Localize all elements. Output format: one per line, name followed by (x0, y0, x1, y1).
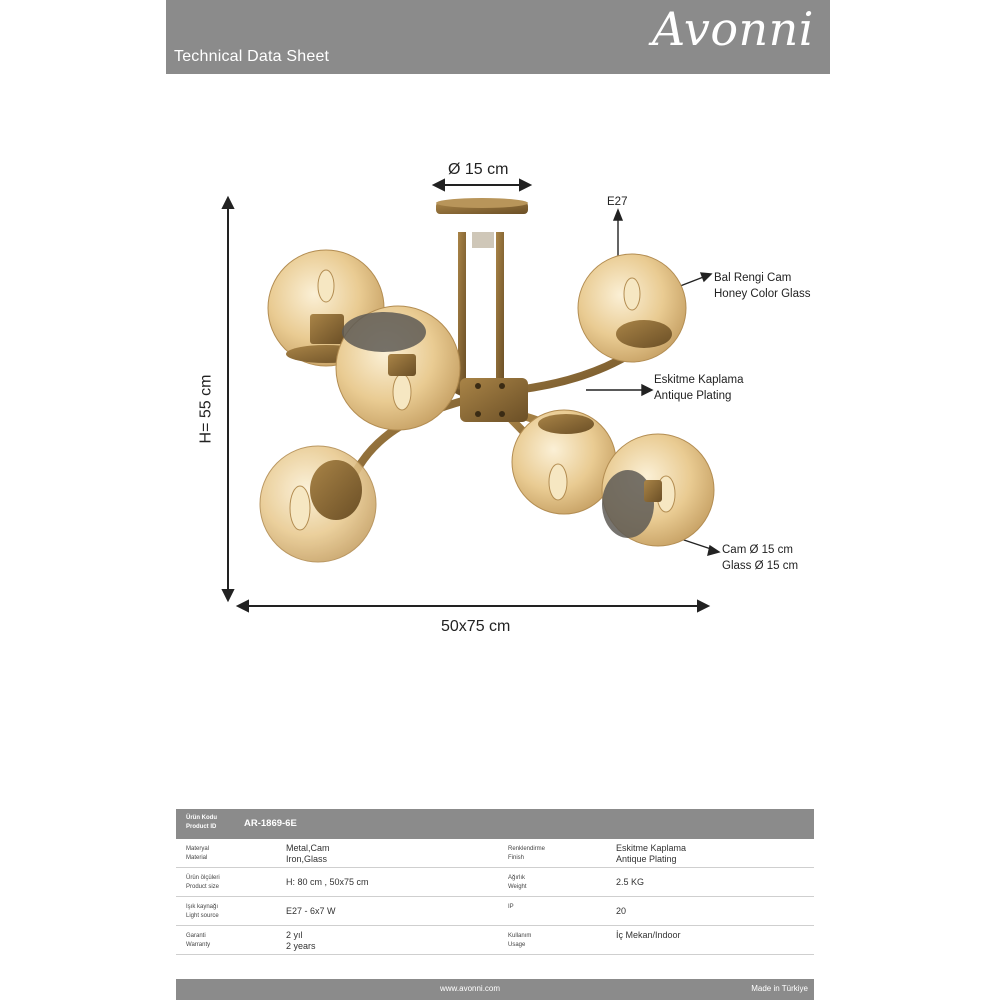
spec-table-header (176, 809, 814, 839)
globe-top-right (578, 254, 686, 362)
chandelier-illustration (166, 74, 830, 774)
footer-bar (176, 979, 814, 1000)
data-sheet (166, 0, 830, 1000)
height-dimension: H= 55 cm (197, 374, 215, 444)
glass-size-callout-tr: Cam Ø 15 cm (722, 544, 793, 556)
globe-bottom-right (602, 434, 714, 546)
website-link[interactable]: www.avonni.com (440, 984, 501, 993)
glass-callout-en: Honey Color Glass (714, 288, 811, 300)
finish-callout-en: Antique Plating (654, 390, 732, 402)
product-drawing (166, 74, 830, 774)
spec-row-material: Materyal Material Metal,Cam Iron,Glass Renklendirme Finish Eskitme Kaplama Antique Plating (176, 839, 814, 868)
made-in-label: Made in Türkiye (751, 984, 808, 993)
header-bar (166, 0, 830, 74)
spec-table (176, 809, 814, 955)
spec-row-warranty: Garanti Warranty 2 yıl 2 years Kullanım Usage İç Mekan/Indoor (176, 926, 814, 955)
globe-bottom-left (260, 446, 376, 562)
spec-row-size: Ürün ölçüleri Product size H: 80 cm , 50x75 cm Ağırlık Weight 2.5 KG (176, 868, 814, 897)
width-dimension: 50x75 cm (441, 618, 511, 635)
product-id-value: AR-1869-6E (244, 818, 297, 829)
glass-size-callout-en: Glass Ø 15 cm (722, 560, 799, 572)
diameter-dimension: Ø 15 cm (448, 161, 509, 178)
spec-row-light-source: Işık kaynağı Light source E27 - 6x7 W IP 20 (176, 897, 814, 926)
sheet-title: Technical Data Sheet (174, 48, 330, 65)
glass-callout-tr: Bal Rengi Cam (714, 272, 792, 284)
globe-center-left (336, 306, 460, 430)
finish-callout-tr: Eskitme Kaplama (654, 374, 744, 386)
hub (460, 378, 528, 422)
brand-logo: Avonni (651, 2, 814, 56)
product-id-label: Ürün Kodu Product ID (186, 815, 217, 830)
socket-callout: E27 (607, 196, 628, 208)
globe-bottom-center (512, 410, 616, 514)
